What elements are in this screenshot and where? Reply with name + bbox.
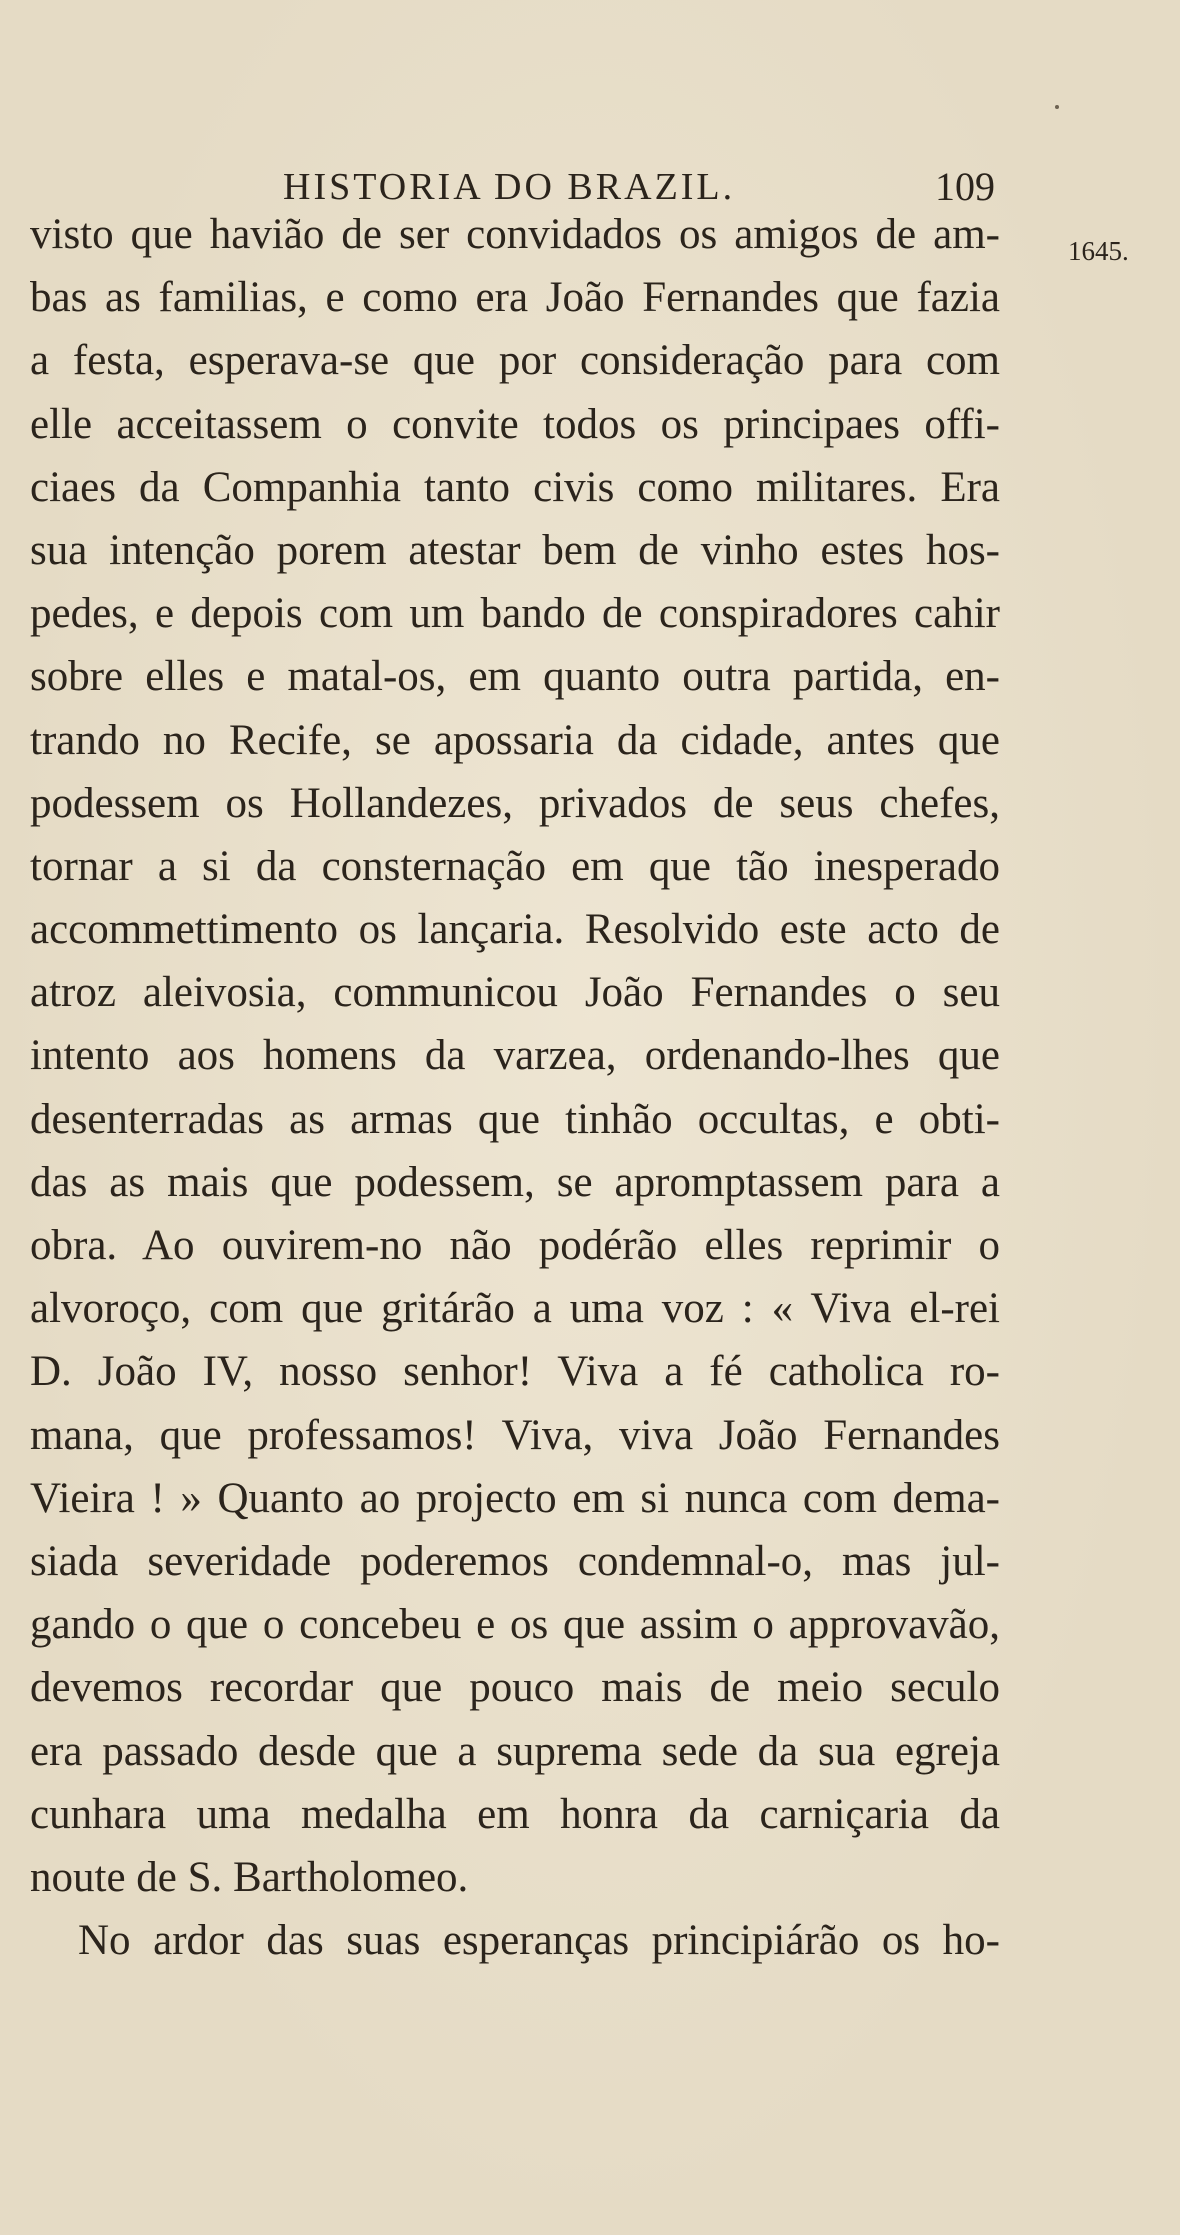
text-line: atroz aleivosia, communicou João Fernandes o seu	[30, 969, 1000, 1017]
text-line: desenterradas as armas que tinhão occultas, e obti-	[30, 1095, 1000, 1143]
paragraph-start-line: No ardor das suas esperanças principiárão os ho-	[78, 1917, 1000, 1965]
text-line: tornar a si da consternação em que tão inesperado	[30, 842, 1000, 890]
text-line: das as mais que podessem, se apromptassem para a	[30, 1158, 1000, 1206]
text-line: obra. Ao ouvirem-no não podérão elles reprimir o	[30, 1222, 1000, 1269]
text-line: mana, que professamos! Viva, viva João Fernandes	[30, 1411, 1000, 1459]
text-line: accommettimento os lançaria. Resolvido este acto de	[30, 906, 1000, 954]
text-line: gando o que o concebeu e os que assim o approvavão,	[30, 1601, 1000, 1649]
text-line: D. João IV, nosso senhor! Viva a fé catholica ro-	[30, 1348, 1000, 1396]
text-line: trando no Recife, se apossaria da cidade, antes que	[30, 716, 1000, 764]
text-line: devemos recordar que pouco mais de meio seculo	[30, 1664, 1000, 1712]
text-line: sobre elles e matal-os, em quanto outra partida, en-	[30, 653, 1000, 701]
text-line: cunhara uma medalha em honra da carniçaria da	[30, 1790, 1000, 1838]
text-line: siada severidade poderemos condemnal-o, mas jul-	[30, 1537, 1000, 1585]
text-line: era passado desde que a suprema sede da sua egreja	[30, 1727, 1000, 1775]
text-line: a festa, esperava-se que por consideração para com	[30, 337, 1000, 385]
text-line: podessem os Hollandezes, privados de seus chefes,	[30, 779, 1000, 827]
text-line: elle acceitassem o convite todos os principaes offi-	[30, 400, 1000, 448]
text-line: bas as familias, e como era João Fernandes que fazia	[30, 274, 1000, 322]
text-line: alvoroço, com que gritárão a uma voz : « Viva el-rei	[30, 1285, 1000, 1333]
running-title: HISTORIA DO BRAZIL.	[283, 166, 736, 208]
body-text	[30, 203, 1000, 1972]
margin-year-note: 1645.	[1068, 236, 1129, 266]
page-number: 109	[935, 164, 995, 209]
text-line: ciaes da Companhia tanto civis como militares. Era	[30, 463, 1000, 511]
text-line: noute de S. Bartholomeo.	[30, 1853, 469, 1901]
text-line: Vieira ! » Quanto ao projecto em si nunca com dema-	[30, 1474, 1000, 1522]
text-line: pedes, e depois com um bando de conspiradores cahir	[30, 590, 1000, 638]
text-line: sua intenção porem atestar bem de vinho estes hos-	[30, 526, 1000, 574]
paper-speck	[1055, 105, 1059, 109]
text-line: visto que havião de ser convidados os amigos de am-	[30, 211, 1000, 258]
text-line: intento aos homens da varzea, ordenando-lhes que	[30, 1032, 1000, 1080]
